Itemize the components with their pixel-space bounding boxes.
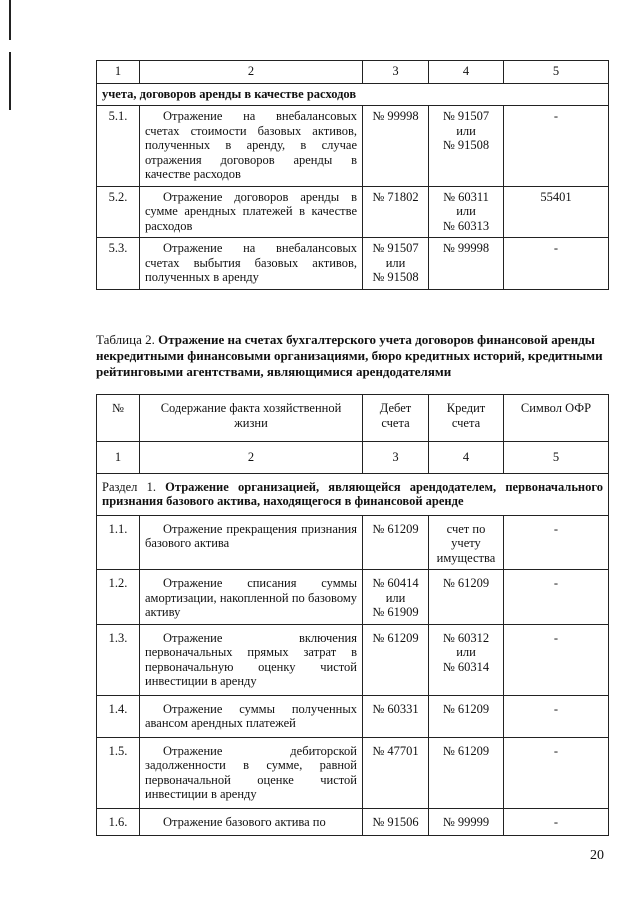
credit-cell: № 61209 xyxy=(429,570,504,625)
ofr-symbol: - xyxy=(504,515,609,570)
col-number: 5 xyxy=(504,61,609,84)
debit-cell: № 61209 xyxy=(363,515,429,570)
header-content: Содержание факта хозяйственной жизни xyxy=(140,395,363,442)
col-number: 3 xyxy=(363,442,429,474)
row-text: Отражение включения первоначальных прямых затрат в первоначальную оценку чистой инвестиции в аренду xyxy=(140,624,363,695)
table-row xyxy=(97,737,609,808)
credit-cell: № 60312 или № 60314 xyxy=(429,624,504,695)
header-credit: Кредит счета xyxy=(429,395,504,442)
header-ofr: Символ ОФР xyxy=(504,395,609,442)
debit-cell: № 60331 xyxy=(363,695,429,737)
debit-cell xyxy=(363,106,429,187)
ofr-symbol: - xyxy=(504,808,609,836)
col-number: 4 xyxy=(429,442,504,474)
ofr-symbol: - xyxy=(504,737,609,808)
row-number: 1.6. xyxy=(97,808,140,836)
row-text: Отражение на внебалансовых счетах стоимости базовых активов, полученных в аренду, в случае отражения договоров аренды в качестве расходов xyxy=(140,106,363,187)
row-text: Отражение на внебалансовых счетах выбытия базовых активов, полученных в аренду xyxy=(140,238,363,290)
col-number: 3 xyxy=(363,61,429,84)
row-text: Отражение списания суммы амортизации, накопленной по базовому активу xyxy=(140,570,363,625)
row-text: Отражение базового актива по xyxy=(140,808,363,836)
debit-cell: № 91507 или № 91508 xyxy=(363,238,429,290)
debit-cell: № 61209 xyxy=(363,624,429,695)
page-number: 20 xyxy=(590,848,604,863)
table-row xyxy=(97,106,609,187)
table-2-caption xyxy=(96,332,608,380)
row-number: 1.4. xyxy=(97,695,140,737)
table-row xyxy=(97,624,609,695)
col-number: 4 xyxy=(429,61,504,84)
table-1-number-row xyxy=(97,61,609,84)
section-heading xyxy=(97,473,609,515)
credit-cell: № 60311 или № 60313 xyxy=(429,186,504,238)
section-row xyxy=(97,83,609,106)
table-2-number-row xyxy=(97,442,609,474)
table-row xyxy=(97,238,609,290)
row-text: Отражение дебиторской задолженности в сумме, равной первоначальной оценке чистой инвестиции в аренду xyxy=(140,737,363,808)
table-1 xyxy=(96,60,609,290)
section-row xyxy=(97,473,609,515)
debit-account: № 99998 xyxy=(372,109,419,123)
table-row xyxy=(97,515,609,570)
scan-edge-mark xyxy=(9,0,11,40)
ofr-symbol: - xyxy=(504,106,609,187)
ofr-symbol: - xyxy=(504,238,609,290)
header-debit: Дебет счета xyxy=(363,395,429,442)
row-text: Отражение прекращения признания базового актива xyxy=(140,515,363,570)
debit-cell: № 60414 или № 61909 xyxy=(363,570,429,625)
table-2 xyxy=(96,394,609,836)
ofr-symbol: - xyxy=(504,695,609,737)
ofr-symbol: - xyxy=(504,570,609,625)
debit-cell: № 47701 xyxy=(363,737,429,808)
credit-cell: № 99998 xyxy=(429,238,504,290)
col-number: 1 xyxy=(97,442,140,474)
debit-cell: № 91506 xyxy=(363,808,429,836)
col-number: 5 xyxy=(504,442,609,474)
row-number: 1.3. xyxy=(97,624,140,695)
credit-cell: № 91507 или № 91508 xyxy=(429,106,504,187)
row-number: 5.1. xyxy=(97,106,140,187)
section-label: Раздел 1. xyxy=(102,479,156,494)
ofr-symbol: - xyxy=(504,624,609,695)
scan-edge-mark xyxy=(9,52,11,110)
row-number: 1.1. xyxy=(97,515,140,570)
row-number: 1.2. xyxy=(97,570,140,625)
table-row xyxy=(97,570,609,625)
row-text: Отражение договоров аренды в сумме арендных платежей в качестве расходов xyxy=(140,186,363,238)
col-number: 1 xyxy=(97,61,140,84)
table-row xyxy=(97,808,609,836)
row-number: 1.5. xyxy=(97,737,140,808)
credit-cell: № 61209 xyxy=(429,695,504,737)
credit-cell: № 99999 xyxy=(429,808,504,836)
caption-label: Таблица 2. xyxy=(96,332,155,347)
col-number: 2 xyxy=(140,61,363,84)
row-text: Отражение суммы полученных авансом арендных платежей xyxy=(140,695,363,737)
table-row xyxy=(97,186,609,238)
credit-cell: счет по учету имущества xyxy=(429,515,504,570)
caption-title: Отражение на счетах бухгалтерского учета договоров финансовой аренды некредитными финансовыми организациями, бюро кредитных историй, кредитными рейтинговыми агентствами, являющимися арендодателями xyxy=(96,332,603,379)
table-2-header-row xyxy=(97,395,609,442)
section-title: Отражение организацией, являющейся арендодателем, первоначального признания базового актива, находящегося в финансовой аренде xyxy=(102,479,604,508)
row-number: 5.3. xyxy=(97,238,140,290)
section-title: учета, договоров аренды в качестве расходов xyxy=(97,83,609,106)
credit-cell: № 61209 xyxy=(429,737,504,808)
debit-cell: № 71802 xyxy=(363,186,429,238)
header-num: № xyxy=(97,395,140,442)
col-number: 2 xyxy=(140,442,363,474)
ofr-symbol: 55401 xyxy=(504,186,609,238)
table-row xyxy=(97,695,609,737)
row-number: 5.2. xyxy=(97,186,140,238)
